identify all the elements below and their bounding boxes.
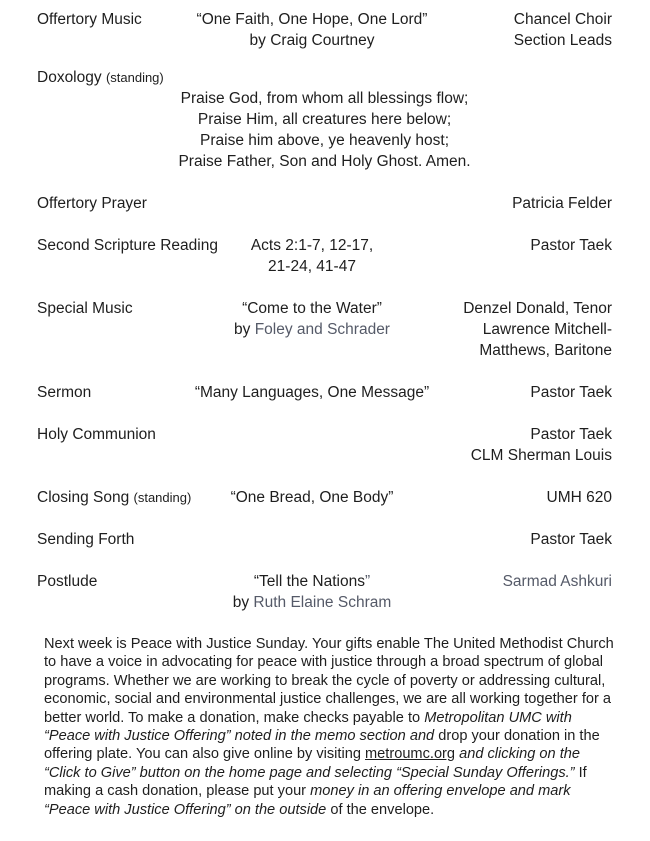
special-music-performer-3: Matthews, Baritone (479, 342, 612, 359)
offertory-prayer-leader: Patricia Felder (512, 195, 612, 212)
special-music-performer-1: Denzel Donald, Tenor (463, 300, 612, 317)
holy-communion-celebrant-1: Pastor Taek (530, 426, 612, 443)
sermon-row (37, 382, 612, 403)
notice-segment: money in an offering envelope and mark “Peace with Justice Offering” on the outside (44, 783, 571, 818)
postlude-title-close-quote: ” (364, 573, 371, 590)
doxology-line-2: Praise Him, all creatures here below; (197, 111, 452, 128)
holy-communion-row (37, 424, 612, 466)
special-music-row (37, 298, 612, 361)
scripture-reference-line-2: 21-24, 41-47 (268, 258, 356, 275)
doxology-verse (37, 88, 612, 172)
closing-song-label: Closing Song (standing) (37, 489, 192, 506)
offertory-music-performer-2: Section Leads (513, 32, 612, 49)
special-music-label: Special Music (37, 300, 133, 317)
special-music-byline: by Foley and Schrader (234, 321, 390, 338)
offertory-music-performers (437, 9, 612, 51)
doxology-section (37, 67, 612, 172)
postlude-composer: Ruth Elaine Schram (253, 594, 392, 611)
closing-song-row (37, 487, 612, 508)
second-scripture-row (37, 235, 612, 277)
notice-segment: Next week is Peace with Justice Sunday. Your gifts enable The United Methodist Church to have a voice in advocating for peace with justice through a broad spectrum of global programs. Whether we are working to break the cycle of poverty or addressing cultural, economic, social and environmental justice challenges, we are all working together for a better world. To make a donation, make checks payable to (44, 636, 614, 726)
special-music-piece (187, 298, 437, 340)
offertory-music-performer-1: Chancel Choir (513, 11, 612, 28)
holy-communion-celebrant-2: CLM Sherman Louis (470, 447, 612, 464)
notice-link[interactable]: metroumc.org (365, 746, 456, 763)
postlude-row (37, 571, 612, 613)
doxology-line-4: Praise Father, Son and Holy Ghost. Amen. (178, 153, 471, 170)
postlude-performer: Sarmad Ashkuri (502, 573, 612, 590)
offertory-music-label: Offertory Music (37, 11, 142, 28)
special-music-performer-2: Lawrence Mitchell- (482, 321, 612, 338)
offertory-prayer-row (37, 193, 612, 214)
sending-forth-label: Sending Forth (37, 531, 135, 548)
offertory-music-byline: by Craig Courtney (249, 32, 375, 49)
doxology-label-row (37, 67, 612, 88)
sermon-preacher: Pastor Taek (530, 384, 612, 401)
notice-segment: drop your donation in the offering plate. You can also give online by visiting (44, 728, 600, 763)
doxology-line-3: Praise him above, ye heavenly host; (200, 132, 449, 149)
postlude-title: “Tell the Nations” (253, 573, 371, 590)
doxology-line-1: Praise God, from whom all blessings flow; (180, 90, 469, 107)
closing-song-standing-note: (standing) (133, 490, 192, 505)
notice-segment: Metropolitan UMC with “Peace with Justice Offering” noted in the memo section and (44, 709, 572, 745)
sending-forth-leader: Pastor Taek (530, 531, 612, 548)
notice-segment: If making a cash donation, please put your (44, 764, 587, 800)
sermon-label: Sermon (37, 384, 92, 401)
doxology-standing-note: (standing) (105, 70, 164, 85)
postlude-label: Postlude (37, 573, 98, 590)
special-music-composers: Foley and Schrader (254, 321, 390, 338)
notice-segment: of the envelope. (330, 801, 435, 818)
offertory-music-piece (187, 9, 437, 51)
second-scripture-reference (187, 235, 437, 277)
offertory-music-title: “One Faith, One Hope, One Lord” (196, 11, 428, 28)
special-music-performers (437, 298, 612, 361)
closing-song-title: “One Bread, One Body” (230, 489, 394, 506)
notice-paragraph (44, 635, 619, 819)
second-scripture-reader: Pastor Taek (530, 237, 612, 254)
offertory-music-row (37, 9, 612, 51)
second-scripture-label: Second Scripture Reading (37, 237, 218, 254)
scripture-reference-line-1: Acts 2:1-7, 12-17, (250, 237, 374, 254)
postlude-piece (187, 571, 437, 613)
offertory-prayer-label: Offertory Prayer (37, 195, 147, 212)
special-music-title: “Come to the Water” (242, 300, 382, 317)
holy-communion-celebrants (437, 424, 612, 466)
sermon-title: “Many Languages, One Message” (194, 384, 430, 401)
closing-song-hymnal-number: UMH 620 (546, 489, 612, 506)
postlude-byline: by Ruth Elaine Schram (232, 594, 392, 611)
doxology-label: Doxology (standing) (37, 69, 164, 86)
sending-forth-row (37, 529, 612, 550)
notice-segment: and clicking on the “Click to Give” button on the home page and selecting “Special Sunday Offerings.” (44, 746, 580, 781)
holy-communion-label: Holy Communion (37, 426, 156, 443)
